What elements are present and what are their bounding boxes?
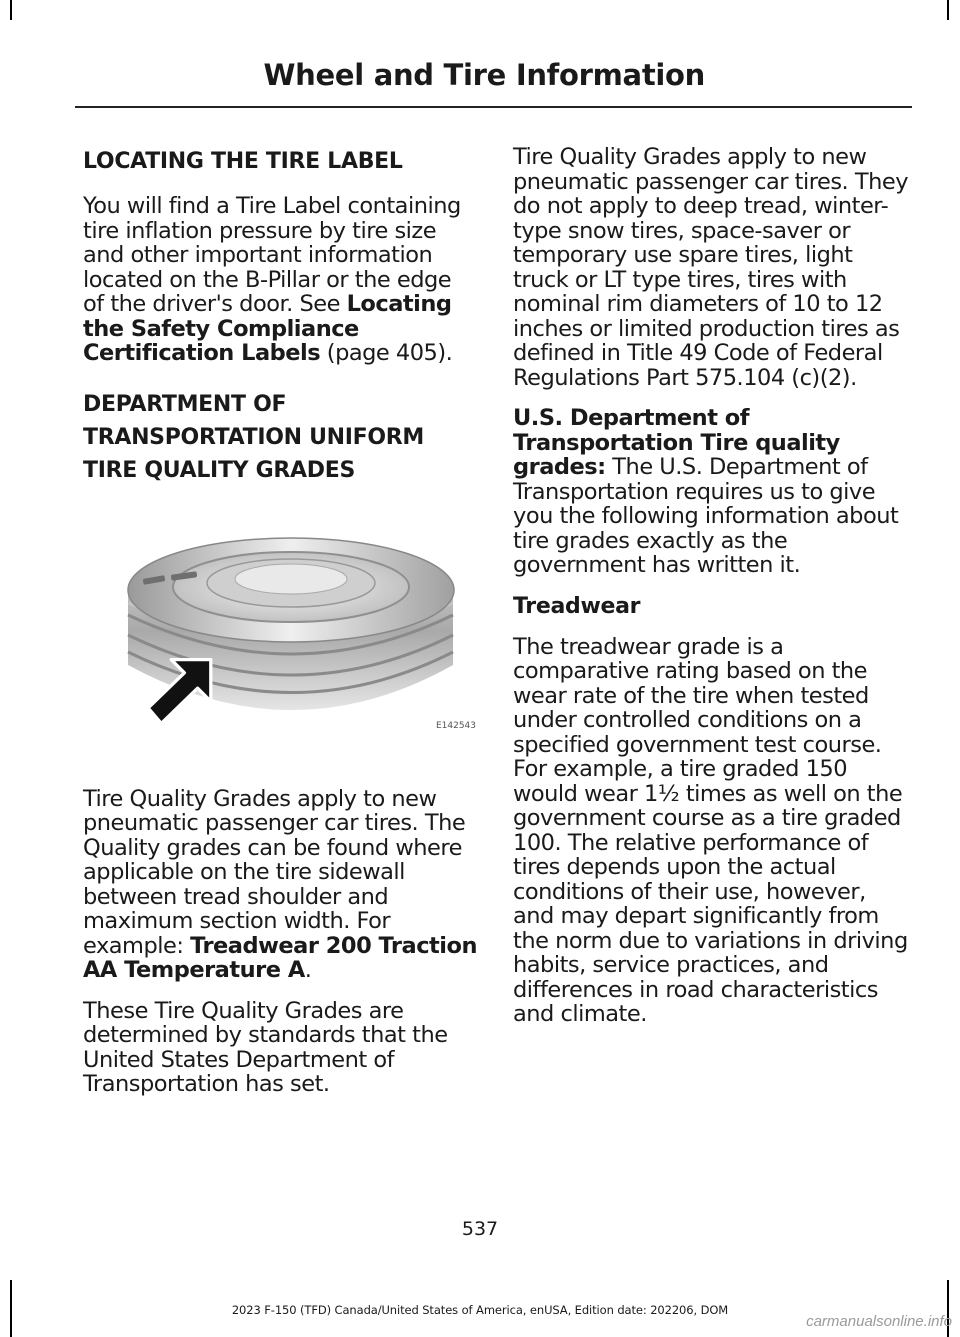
safety-labels-link[interactable]: Locating the Safety Compliance Certification Labels — [83, 291, 452, 366]
crop-mark-top-left — [10, 0, 12, 20]
treadwear-heading: Treadwear — [513, 593, 641, 619]
tire-label-paragraph — [83, 194, 478, 366]
quality-grades-text: Tire Quality Grades apply to new pneumatic passenger car tires. The Quality grades can be found where applicable on the tire sidewall between tread shoulder and maximum section width. For example: — [83, 785, 466, 959]
quality-grades-end: . — [304, 957, 312, 983]
dot-grades-text: The U.S. Department of Transportation requires us to give you the following information about tire grades exactly as the government has written it. — [513, 454, 899, 578]
dot-heading-line-3: TIRE QUALITY GRADES — [83, 457, 355, 483]
header-divider — [75, 106, 912, 108]
left-column — [83, 145, 478, 1113]
footer-edition-text: 2023 F-150 (TFD) Canada/United States of America, enUSA, Edition date: 202206, DOM — [231, 1303, 729, 1317]
dot-heading-line-2: TRANSPORTATION UNIFORM — [83, 424, 425, 450]
dot-heading-line-1: DEPARTMENT OF — [83, 391, 287, 417]
section-heading-tire-label: LOCATING THE TIRE LABEL — [83, 149, 403, 174]
page-header-title: Wheel and Tire Information — [263, 58, 705, 92]
applicability-paragraph: Tire Quality Grades apply to new pneumatic passenger car tires. They do not apply to deep tread, winter-type snow tires, space-saver or temporary use spare tires, light truck or LT type tires, tires with nominal rim diameters of 10 to 12 inches or limited production tires as defined in Title 49 Code of Federal Regulations Part 575.104 (c)(2). — [513, 144, 909, 391]
dot-grades-paragraph — [513, 406, 913, 578]
quality-grades-paragraph — [83, 787, 478, 983]
figure-code: E142543 — [435, 720, 476, 731]
crop-mark-top-right — [947, 0, 949, 20]
section-heading-dot-grades — [83, 388, 478, 487]
tire-label-text: You will find a Tire Label containing tire inflation pressure by tire size and other important information located on the B-Pillar or the edge of the driver's door. See — [83, 193, 461, 317]
watermark-text: carmanualsonline.info — [806, 1313, 952, 1330]
tire-illustration — [83, 525, 478, 735]
tire-sidewall-arrow-icon — [83, 525, 478, 735]
right-column — [513, 145, 913, 1043]
page-reference: (page 405). — [320, 340, 453, 366]
dot-grades-label: U.S. Department of Transportation Tire quality grades: — [513, 405, 840, 480]
quality-grades-example: Treadwear 200 Traction AA Temperature A — [83, 932, 477, 983]
treadwear-paragraph: The treadwear grade is a comparative rating based on the wear rate of the tire when tested under controlled conditions on a specified government test course. For example, a tire graded 150 would wear 1½ times as well on the government course as a tire graded 100. The relative performance of tires depends upon the actual conditions of their use, however, and may depart significantly from the norm due to variations in driving habits, service practices, and differences in road characteristics and climate. — [513, 633, 908, 1027]
dot-standards-paragraph: These Tire Quality Grades are determined by standards that the United States Department of Transportation has set. — [83, 997, 448, 1097]
page-number: 537 — [461, 1218, 499, 1240]
